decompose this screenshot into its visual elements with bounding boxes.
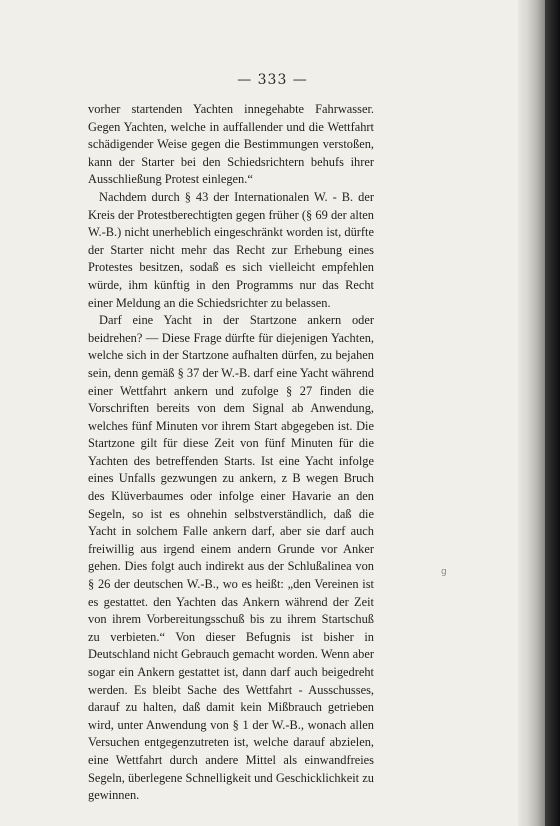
page-gutter-shadow [518, 0, 545, 826]
margin-mark: g [441, 567, 447, 577]
page-number: — 333 — [237, 72, 308, 88]
scan-edge [545, 0, 560, 826]
paragraph-protest: Nachdem durch § 43 der Internationalen W. - B. der Kreis der Protestberechtigten gegen früher (§ 69 der alten W.-B.) nicht unerheblich eingeschränkt worden ist, dürfte der Starter nicht mehr das Recht zur Erhebung eines Protestes besitzen, sodaß es sich vielleicht empfehlen würde, ihm künftig in den Programms nur das Recht einer Meldung an die Schiedsrichter zu belassen. [88, 189, 374, 310]
paragraph-continuation: vorher startenden Yachten innegehabte Fahrwasser. Gegen Yachten, welche in auffallender und die Wettfahrt schädigender Weise gegen die Bestimmungen verstoßen, kann der Starter bei den Schiedsrichtern behufs ihrer Ausschließung Protest einlegen.“ [88, 102, 374, 187]
paragraph-anchoring: Darf eine Yacht in der Startzone ankern oder beidrehen? — Diese Frage dürfte für diejenigen Yachten, welche sich in der Startzone aufhalten dürfen, zu bejahen sein, denn gemäß § 37 der W.-B. darf eine Yacht während einer Wettfahrt ankern und zufolge § 27 finden die Vorschriften bereits von dem Signal ab Anwendung, welches fünf Minuten vor ihrem Start abgegeben ist. Die Startzone gilt für diese Zeit von fünf Minuten für die Yachten des betreffenden Starts. Ist eine Yacht infolge eines Unfalls gezwungen zu ankern, z B wegen Bruch des Klüverbaumes oder infolge einer Havarie an den Segeln, so ist es ohnehin selbstverständlich, daß die Yacht in solchem Falle ankern darf, aber sie darf auch freiwillig aus irgend einem andern Grunde vor Anker gehen. Dies folgt auch indirekt aus der Schlußalinea von § 26 der deutschen W.-B., wo es heißt: „den Vereinen ist es gestattet. den Yachten das Ankern während der Zeit von ihrem Vorbereitungsschuß bis zu ihrem Startschuß zu verbieten.“ Von dieser Befugnis ist bisher in Deutschland nicht Gebrauch gemacht worden. Wenn aber sogar ein Ankern gestattet ist, dann darf auch beigedreht werden. Es bleibt Sache des Wettfahrt - Ausschusses, darauf zu halten, daß damit kein Mißbrauch getrieben wird, unter Anwendung von § 1 der W.-B., wonach allen Versuchen entgegenzutreten ist, welche darauf abzielen, eine Wettfahrt durch andere Mittel als einwandfreies Segeln, überlegene Schnelligkeit und Geschicklichkeit zu gewinnen. [88, 313, 374, 803]
body-text [88, 101, 374, 805]
